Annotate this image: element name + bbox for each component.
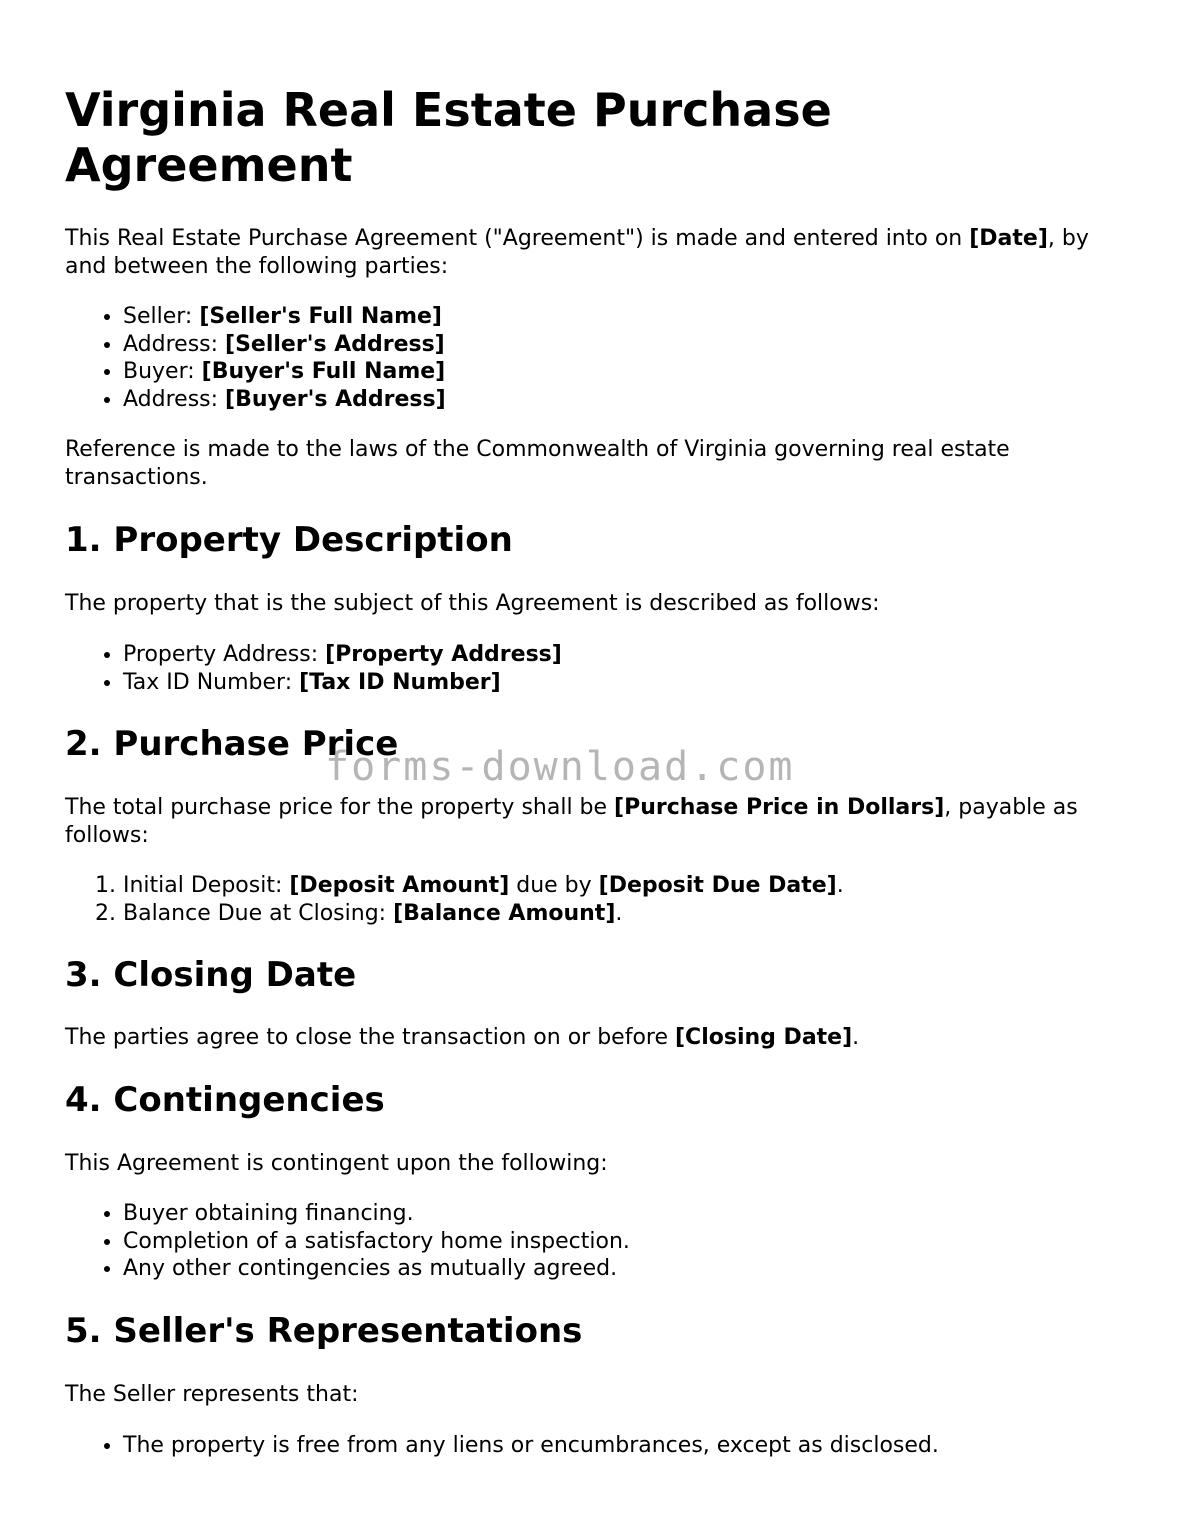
item-text: . — [836, 873, 844, 898]
section-heading-representations: 5. Seller's Representations — [65, 1311, 583, 1351]
section-heading-price: 2. Purchase Price — [65, 724, 399, 764]
item-label: Balance Due at Closing: — [123, 900, 394, 926]
document-title: Virginia Real Estate Purchase Agreement — [65, 83, 832, 192]
contingencies-list — [65, 1200, 1123, 1283]
contingencies-paragraph: This Agreement is contingent upon the following: — [65, 1151, 608, 1176]
list-item — [123, 900, 1123, 928]
list-item — [123, 386, 1123, 414]
list-item — [123, 641, 1123, 669]
parties-list — [65, 303, 1123, 413]
intro-text: This Real Estate Purchase Agreement ("Agreement") is made and entered into on — [65, 226, 970, 251]
representations-paragraph: The Seller represents that: — [65, 1382, 359, 1407]
list-item — [123, 872, 1123, 900]
list-item — [123, 358, 1123, 386]
balance-amount-field: [Balance Amount] — [393, 900, 616, 926]
party-label: Seller: — [123, 304, 200, 329]
party-label: Buyer: — [123, 359, 202, 384]
buyer-name-field: [Buyer's Full Name] — [201, 359, 446, 384]
price-text-end: , payable as follows: — [65, 795, 1078, 848]
item-text: due by — [509, 873, 599, 898]
deposit-due-date-field: [Deposit Due Date] — [598, 873, 837, 898]
agreement-date-field: [Date] — [969, 226, 1048, 251]
closing-text-end: . — [852, 1025, 860, 1050]
deposit-amount-field: [Deposit Amount] — [289, 873, 510, 898]
list-item — [123, 669, 1123, 697]
list-item — [123, 331, 1123, 359]
list-item: • Completion of a satisfactory home inspection. — [123, 1228, 1123, 1256]
section-heading-property: 1. Property Description — [65, 520, 513, 560]
purchase-price-field: [Purchase Price in Dollars] — [614, 795, 945, 820]
property-list — [65, 641, 1123, 696]
buyer-address-field: [Buyer's Address] — [225, 386, 446, 412]
seller-name-field: [Seller's Full Name] — [199, 304, 442, 329]
section-heading-closing: 3. Closing Date — [65, 955, 357, 995]
tax-id-field: [Tax ID Number] — [299, 669, 501, 695]
party-label: Address: — [123, 386, 226, 412]
list-item: • Any other contingencies as mutually agreed. — [123, 1255, 1123, 1283]
intro-paragraph — [65, 225, 1125, 280]
closing-paragraph — [65, 1024, 1125, 1052]
price-text: The total purchase price for the property shall be — [65, 795, 615, 820]
closing-date-field: [Closing Date] — [675, 1025, 853, 1050]
intro-text-end: , by and between the following parties: — [65, 226, 1089, 279]
item-text: . — [615, 900, 623, 926]
item-label: Property Address: — [123, 642, 326, 667]
closing-text: The parties agree to close the transaction on or before — [65, 1025, 675, 1050]
price-paragraph — [65, 794, 1125, 849]
property-paragraph: The property that is the subject of this Agreement is described as follows: — [65, 591, 880, 616]
watermark: forms-download.com — [325, 744, 795, 790]
representations-list — [65, 1432, 1123, 1460]
property-address-field: [Property Address] — [325, 642, 562, 667]
party-label: Address: — [123, 331, 226, 357]
section-heading-contingencies: 4. Contingencies — [65, 1080, 385, 1120]
payment-list — [65, 872, 1123, 927]
item-label: Initial Deposit: — [123, 873, 290, 898]
list-item — [123, 303, 1123, 331]
reference-paragraph: Reference is made to the laws of the Commonwealth of Virginia governing real estate transactions. — [65, 437, 1010, 490]
list-item: • Buyer obtaining financing. — [123, 1200, 1123, 1228]
seller-address-field: [Seller's Address] — [225, 331, 445, 357]
item-label: Tax ID Number: — [123, 669, 300, 695]
list-item: • The property is free from any liens or encumbrances, except as disclosed. — [123, 1432, 1123, 1460]
